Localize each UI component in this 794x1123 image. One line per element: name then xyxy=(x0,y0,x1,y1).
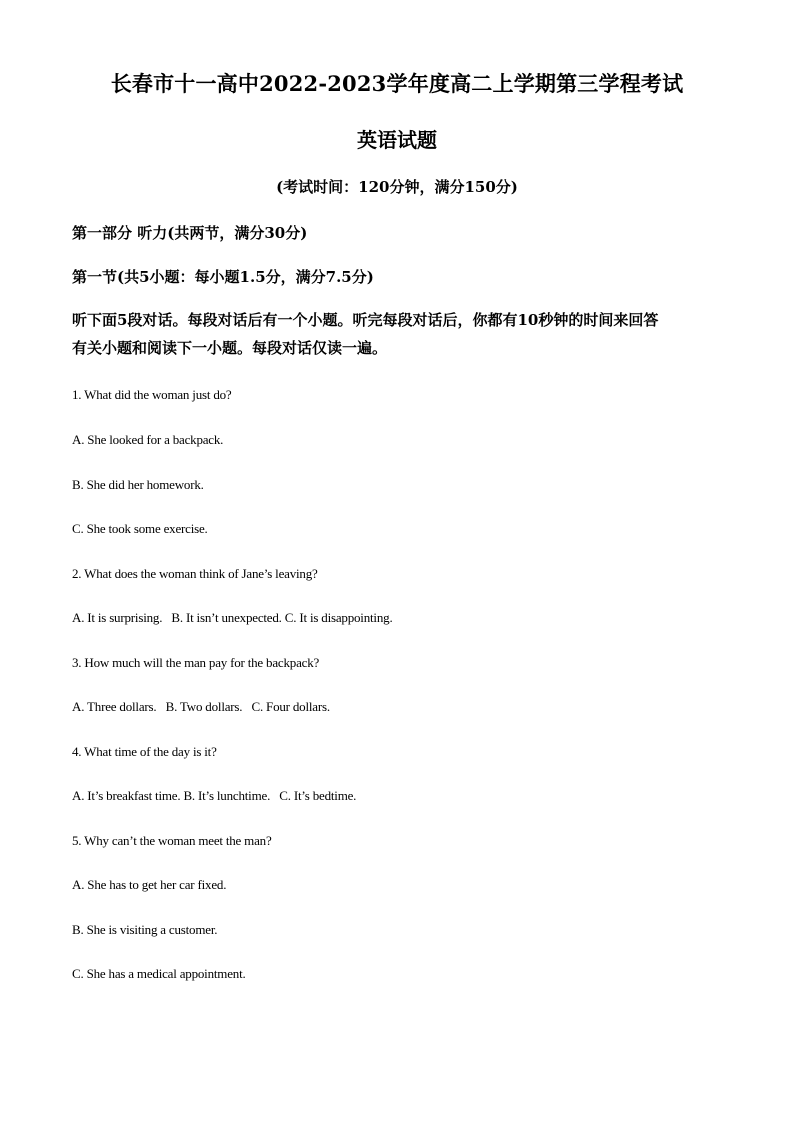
instructions xyxy=(72,306,724,362)
question-3-stem: 3. How much will the man pay for the backpack? xyxy=(72,655,320,670)
instruction-line-1: 听下面5段对话。每段对话后有一个小题。听完每段对话后，你都有10秒钟的时间来回答 xyxy=(72,311,659,329)
instruction-line-2: 有关小题和阅读下一小题。每段对话仅读一遍。 xyxy=(72,339,388,357)
question-1-option-a: A. She looked for a backpack. xyxy=(72,432,224,447)
exam-info: (考试时间：120分钟，满分150分) xyxy=(276,178,518,196)
part-heading: 第一部分 听力(共两节，满分30分) xyxy=(72,224,308,242)
question-2-stem: 2. What does the woman think of Jane’s leaving? xyxy=(72,566,318,581)
question-2-options: A. It is surprising. B. It isn’t unexpected. C. It is disappointing. xyxy=(72,610,393,625)
question-5-option-c: C. She has a medical appointment. xyxy=(72,966,246,981)
question-4-options: A. It’s breakfast time. B. It’s lunchtime. C. It’s bedtime. xyxy=(72,788,357,803)
exam-title: 长春市十一高中2022-2023学年度高二上学期第三学程考试 xyxy=(110,71,684,96)
question-1-option-c: C. She took some exercise. xyxy=(72,521,208,536)
question-1-option-b: B. She did her homework. xyxy=(72,477,204,492)
question-5-option-a: A. She has to get her car fixed. xyxy=(72,877,227,892)
question-1-stem: 1. What did the woman just do? xyxy=(72,387,232,402)
subject-title: 英语试题 xyxy=(357,128,437,152)
question-5-stem: 5. Why can’t the woman meet the man? xyxy=(72,833,272,848)
subsection-heading: 第一节(共5小题：每小题1.5分，满分7.5分) xyxy=(72,268,374,286)
question-4-stem: 4. What time of the day is it? xyxy=(72,744,217,759)
question-5-option-b: B. She is visiting a customer. xyxy=(72,922,218,937)
question-3-options: A. Three dollars. B. Two dollars. C. Four dollars. xyxy=(72,699,330,714)
